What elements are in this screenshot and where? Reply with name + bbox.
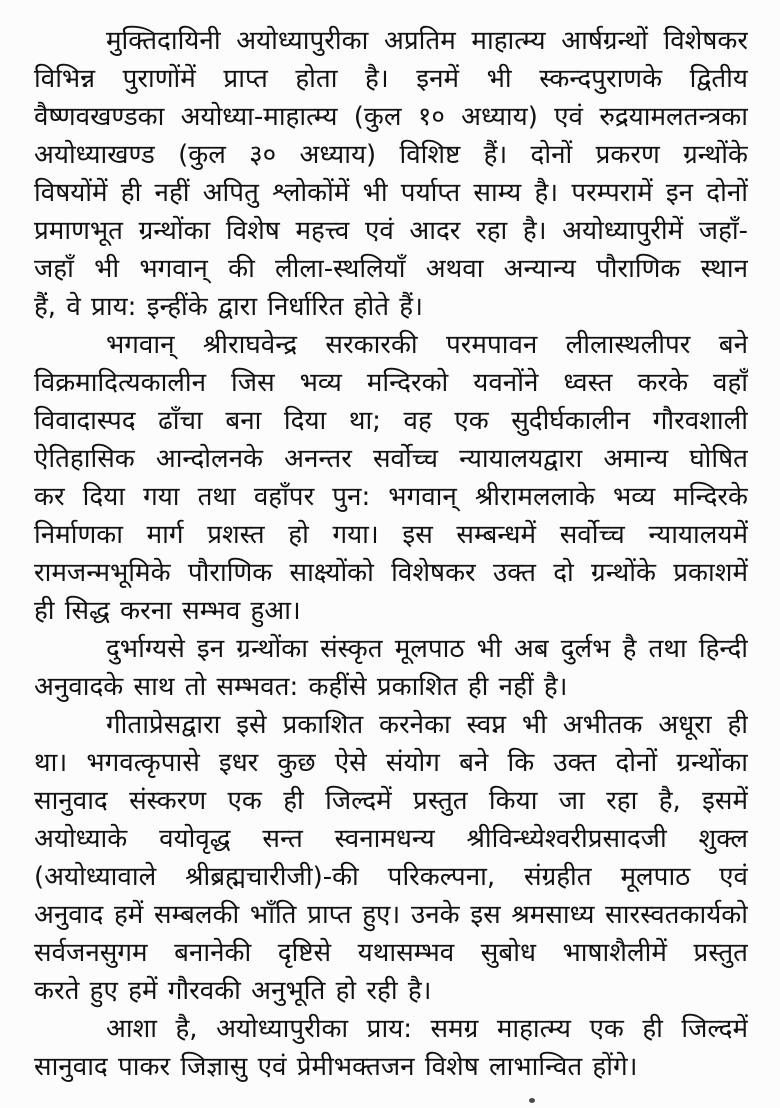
text-line: भगवान् श्रीराघवेन्द्र सरकारकी परमपावन लीलास्थलीपर बने [106,330,748,360]
text-line: करते हुए हमें गौरवकी अनुभूति हो रही है। [34,976,432,1006]
text-block [34,22,748,1086]
text-line: ही सिद्ध करना सम्भव हुआ। [34,596,301,626]
text-line: मुक्तिदायिनी अयोध्यापुरीका अप्रतिम माहात्म्य आर्षग्रन्थों विशेषकर [106,26,748,56]
text-line: सर्वजनसुगम बनानेकी दृष्टिसे यथासम्भव सुबोध भाषाशैलीमें प्रस्तुत [34,938,748,968]
text-line: सानुवाद संस्करण एक ही जिल्दमें प्रस्तुत किया जा रहा है, इसमें [34,786,748,816]
text-line: अयोध्याके वयोवृद्ध सन्त स्वनामधन्य श्रीविन्ध्येश्वरीप्रसादजी शुक्ल [34,824,748,854]
text-line: दुर्भाग्यसे इन ग्रन्थोंका संस्कृत मूलपाठ भी अब दुर्लभ है तथा हिन्दी [106,634,748,664]
paragraph-4 [34,706,748,1010]
text-line: हैं, वे प्राय: इन्हींके द्वारा निर्धारित होते हैं। [34,292,423,322]
paragraph-5 [34,1010,748,1086]
scan-noise-dot [529,1098,535,1103]
text-line: था। भगवत्कृपासे इधर कुछ ऐसे संयोग बने कि उक्त दोनों ग्रन्थोंका [34,748,748,778]
text-line: कर दिया गया तथा वहाँपर पुन: भगवान् श्रीरामललाके भव्य मन्दिरके [34,482,748,512]
text-line: प्रमाणभूत ग्रन्थोंका विशेष महत्त्व एवं आदर रहा है। अयोध्यापुरीमें जहाँ- [34,216,748,246]
text-line: विक्रमादित्यकालीन जिस भव्य मन्दिरको यवनोंने ध्वस्त करके वहाँ [34,368,748,398]
text-line: आशा है, अयोध्यापुरीका प्राय: समग्र माहात्म्य एक ही जिल्दमें [106,1014,748,1044]
text-line: रामजन्मभूमिके पौराणिक साक्ष्योंको विशेषकर उक्त दो ग्रन्थोंके प्रकाशमें [34,558,748,588]
text-line: वैष्णवखण्डका अयोध्या-माहात्म्य (कुल १० अध्याय) एवं रुद्रयामलतन्त्रका [34,102,748,132]
text-line: अनुवाद हमें सम्बलकी भाँति प्राप्त हुए। उनके इस श्रमसाध्य सारस्वतकार्यको [34,900,748,930]
paragraph-3 [34,630,748,706]
text-line: विवादास्पद ढाँचा बना दिया था; वह एक सुदीर्घकालीन गौरवशाली [34,406,748,436]
text-line: निर्माणका मार्ग प्रशस्त हो गया। इस सम्बन्धमें सर्वोच्च न्यायालयमें [34,520,748,550]
text-line: सानुवाद पाकर जिज्ञासु एवं प्रेमीभक्तजन विशेष लाभान्वित होंगे। [34,1052,638,1082]
text-line: विषयोंमें ही नहीं अपितु श्लोकोंमें भी पर्याप्त साम्य है। परम्परामें इन दोनों [34,178,748,208]
paragraph-2 [34,326,748,630]
text-line: अनुवादके साथ तो सम्भवत: कहींसे प्रकाशित ही नहीं है। [34,672,568,702]
paragraph-1 [34,22,748,326]
text-line: जहाँ भी भगवान् की लीला-स्थलियाँ अथवा अन्यान्य पौराणिक स्थान [34,254,748,284]
text-line: अयोध्याखण्ड (कुल ३० अध्याय) विशिष्ट हैं। दोनों प्रकरण ग्रन्थोंके [34,140,748,170]
text-line: ऐतिहासिक आन्दोलनके अनन्तर सर्वोच्च न्यायालयद्वारा अमान्य घोषित [34,444,748,474]
text-line: विभिन्न पुराणोंमें प्राप्त होता है। इनमें भी स्कन्दपुराणके द्वितीय [34,64,748,94]
text-line: गीताप्रेसद्वारा इसे प्रकाशित करनेका स्वप्न भी अभीतक अधूरा ही [106,710,748,740]
text-line: (अयोध्यावाले श्रीब्रह्मचारीजी)-की परिकल्पना, संग्रहीत मूलपाठ एवं [34,862,748,892]
